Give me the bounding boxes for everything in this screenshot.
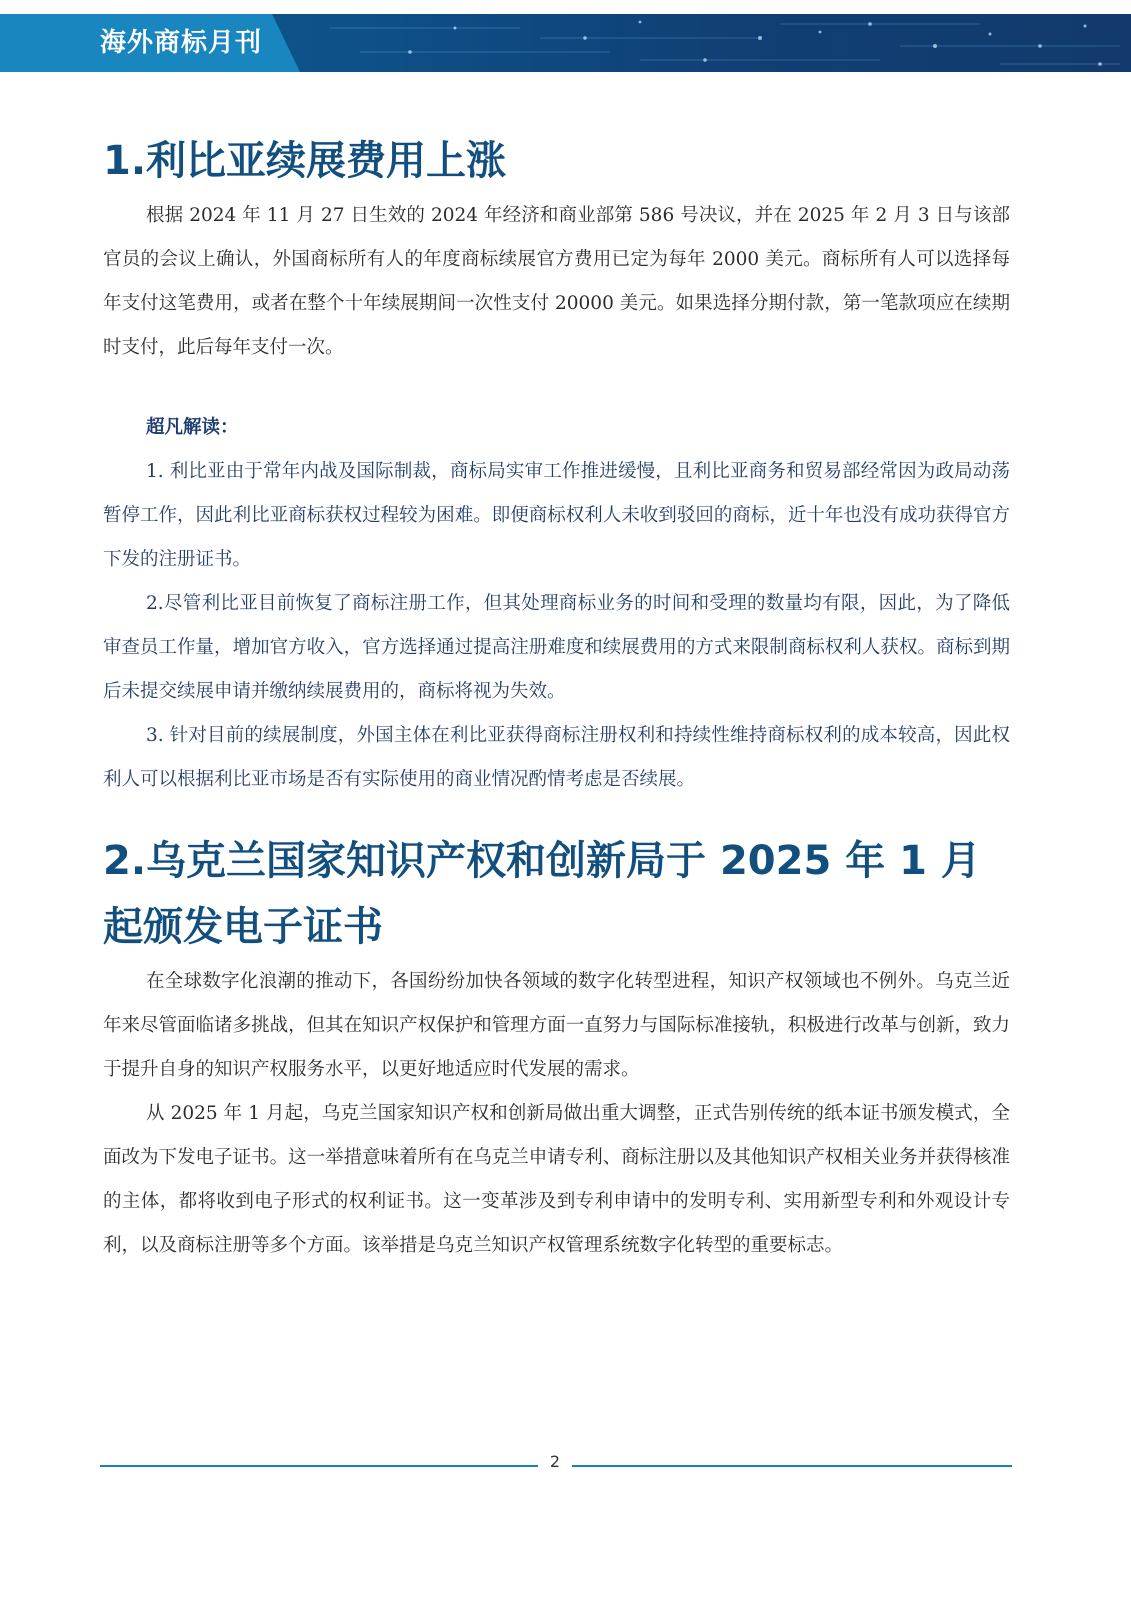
section-2-title: 2.乌克兰国家知识产权和创新局于 2025 年 1 月起颁发电子证书 <box>103 838 981 950</box>
section-2-paragraph-1: 在全球数字化浪潮的推动下，各国纷纷加快各领域的数字化转型进程，知识产权领域也不例外。乌克兰近年来尽管面临诸多挑战，但其在知识产权保护和管理方面一直努力与国际标准接轨，积极进行改革与创新，致力于提升自身的知识产权服务水平，以更好地适应时代发展的需求。 <box>103 971 1010 1080</box>
publication-title: 海外商标月刊 <box>100 28 263 58</box>
section-2-paragraph-2: 从 2025 年 1 月起，乌克兰国家知识产权和创新局做出重大调整，正式告别传统的纸本证书颁发模式，全面改为下发电子证书。这一举措意味着所有在乌克兰申请专利、商标注册以及其他知识产权相关业务并获得核准的主体，都将收到电子形式的权利证书。这一变革涉及到专利申请中的发明专利、实用新型专利和外观设计专利，以及商标注册等多个方面。该举措是乌克兰知识产权管理系统数字化转型的重要标志。 <box>103 1103 1010 1256</box>
main-content <box>103 128 1010 1268</box>
interpretation-label: 超凡解读： <box>146 417 239 438</box>
header-banner <box>0 14 1131 72</box>
interpretation-point-3: 3. 针对目前的续展制度，外国主体在利比亚获得商标注册权利和持续性维持商标权利的成本较高，因此权利人可以根据利比亚市场是否有实际使用的商业情况酌情考虑是否续展。 <box>103 725 1010 790</box>
interpretation-point-2: 2.尽管利比亚目前恢复了商标注册工作，但其处理商标业务的时间和受理的数量均有限，因此，为了降低审查员工作量，增加官方收入，官方选择通过提高注册难度和续展费用的方式来限制商标权利人获权。商标到期后未提交续展申请并缴纳续展费用的，商标将视为失效。 <box>103 593 1010 702</box>
footer-rule-right <box>572 1465 1012 1467</box>
footer-rule-left <box>100 1465 538 1467</box>
interpretation-point-1: 1. 利比亚由于常年内战及国际制裁，商标局实审工作推进缓慢，且利比亚商务和贸易部经常因为政局动荡暂停工作，因此利比亚商标获权过程较为困难。即便商标权利人未收到驳回的商标，近十年也没有成功获得官方下发的注册证书。 <box>103 461 1010 570</box>
section-1-title: 1.利比亚续展费用上涨 <box>103 138 507 184</box>
page-number: 2 <box>549 1452 561 1471</box>
section-1-body: 根据 2024 年 11 月 27 日生效的 2024 年经济和商业部第 586 号决议，并在 2025 年 2 月 3 日与该部官员的会议上确认，外国商标所有人的年度商标续展官方费用已定为每年 2000 美元。商标所有人可以选择每年支付这笔费用，或者在整个十年续展期间一次性支付 20000 美元。如果选择分期付款，第一笔款项应在续期时支付，此后每年支付一次。 <box>103 205 1010 358</box>
